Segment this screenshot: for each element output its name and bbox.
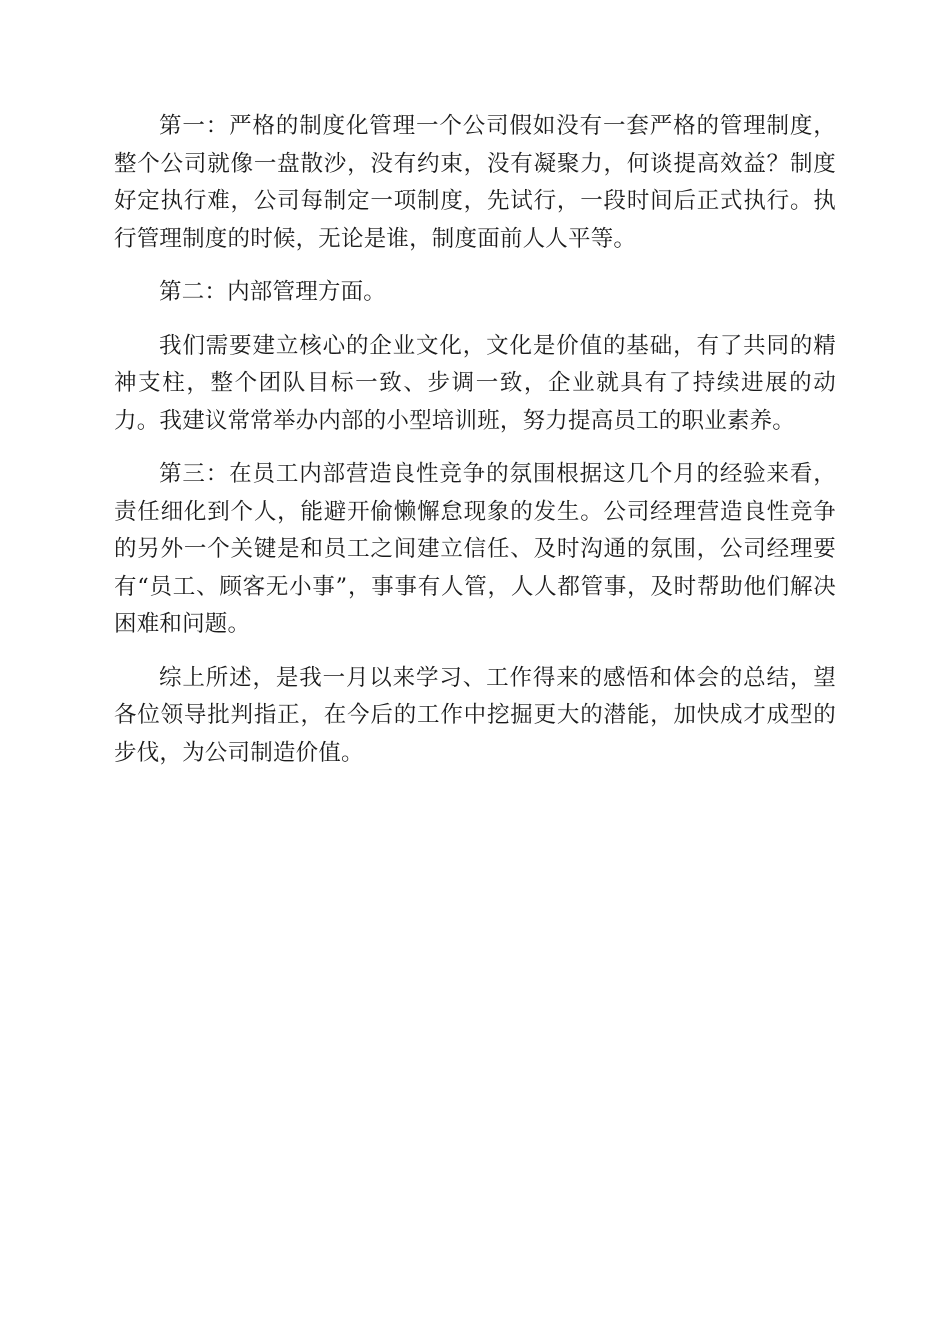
paragraph-third-point: 第三：在员工内部营造良性竞争的氛围根据这几个月的经验来看，责任细化到个人，能避开偷懒懈怠现象的发生。公司经理营造良性竞争的另外一个关键是和员工之间建立信任、及时沟通的氛围，公司经理要有“员工、顾客无小事”，事事有人管，人人都管事，及时帮助他们解决困难和问题。: [114, 461, 836, 637]
paragraph-summary: 综上所述，是我一月以来学习、工作得来的感悟和体会的总结，望各位领导批判指正，在今后的工作中挖掘更大的潜能，加快成才成型的步伐，为公司制造价值。: [114, 664, 836, 766]
paragraph-first-point: 第一：严格的制度化管理一个公司假如没有一套严格的管理制度，整个公司就像一盘散沙，没有约束，没有凝聚力，何谈提高效益？制度好定执行难，公司每制定一项制度，先试行，一段时间后正式执行。执行管理制度的时候，无论是谁，制度面前人人平等。: [114, 113, 836, 252]
document-body: [114, 108, 836, 788]
paragraph-second-point-heading: 第二：内部管理方面。: [159, 279, 387, 305]
paragraph-corporate-culture: 我们需要建立核心的企业文化，文化是价值的基础，有了共同的精神支柱，整个团队目标一致、步调一致，企业就具有了持续进展的动力。我建议常常举办内部的小型培训班，努力提高员工的职业素养。: [114, 332, 836, 434]
